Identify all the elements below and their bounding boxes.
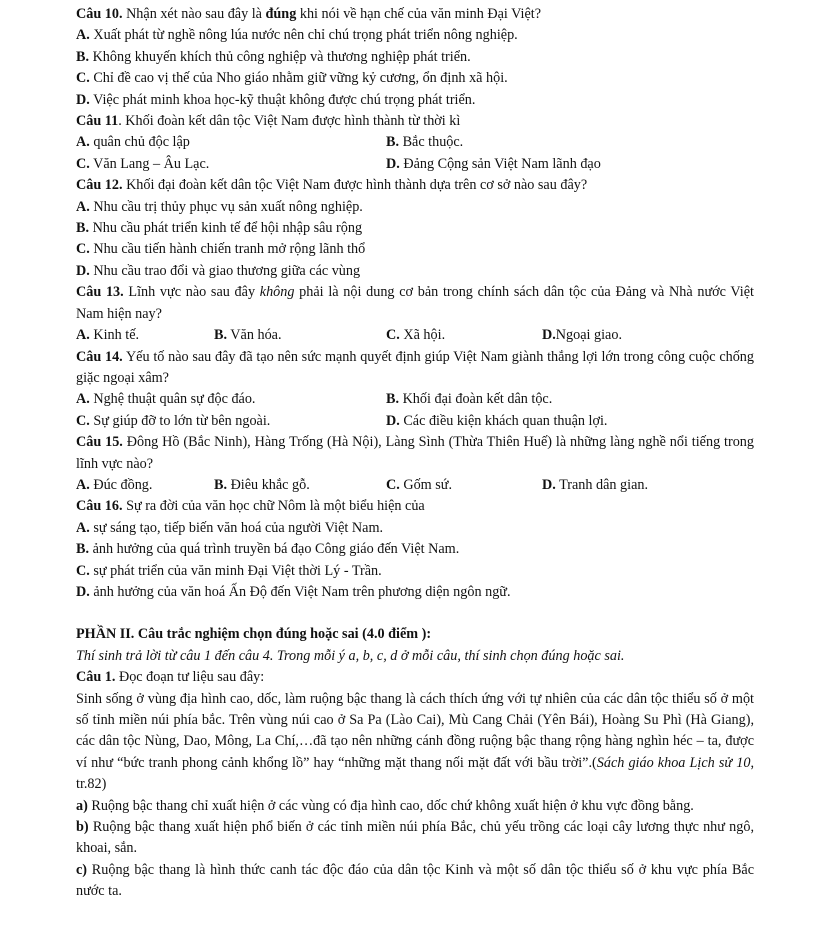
question-11-option-a[interactable]: A. quân chủ độc lập xyxy=(76,134,190,151)
section-spacer xyxy=(76,603,754,624)
question-11-stem: Câu 11. Khối đoàn kết dân tộc Việt Nam được hình thành từ thời kì xyxy=(76,113,461,130)
statement-c[interactable]: c) Ruộng bậc thang là hình thức canh tác độc đáo của dân tộc Kinh và một số dân tộc thiểu số ở khu vực phía Bắc nước ta. xyxy=(76,861,754,900)
statement-a[interactable]: a) Ruộng bậc thang chỉ xuất hiện ở các vùng có địa hình cao, dốc chứ không xuất hiện ở khu vực đồng bằng. xyxy=(76,797,694,814)
question-13-option-a[interactable]: A. Kinh tế. xyxy=(76,327,140,344)
question-11-options-row-2 xyxy=(76,154,754,175)
question-14-stem: Câu 14. Yếu tố nào sau đây đã tạo nên sức mạnh quyết định giúp Việt Nam giành thắng lợi lớn trong công cuộc chống giặc ngoại xâm? xyxy=(76,348,754,386)
statement-b[interactable]: b) Ruộng bậc thang xuất hiện phổ biến ở các tỉnh miền núi phía Bắc, chủ yếu trồng các loại cây lương thực như ngô, khoai, sắn. xyxy=(76,819,754,857)
question-15-option-a[interactable]: A. Đúc đồng. xyxy=(76,476,153,493)
question-13-option-d[interactable]: D.Ngoại giao. xyxy=(542,327,622,344)
question-12-option-b[interactable]: B. Nhu cầu phát triển kinh tế để hội nhập sâu rộng xyxy=(76,220,363,237)
question-15-option-c[interactable]: C. Gốm sứ. xyxy=(386,476,453,493)
question-15-options xyxy=(76,475,754,496)
source-citation: Sách giáo khoa Lịch sử 10 xyxy=(596,754,751,771)
question-10-option-c[interactable]: C. Chỉ đề cao vị thế của Nho giáo nhằm giữ vững kỷ cương, ổn định xã hội. xyxy=(76,70,508,87)
question-10-option-b[interactable]: B. Không khuyến khích thủ công nghiệp và thương nghiệp phát triển. xyxy=(76,48,471,65)
question-label: Câu 12. xyxy=(76,177,123,194)
question-15-stem: Câu 15. Đông Hồ (Bắc Ninh), Hàng Trống (Hà Nội), Làng Sình (Thừa Thiên Huế) là những làng nghề nổi tiếng trong lĩnh vực nào? xyxy=(76,434,754,472)
question-label: Câu 15. xyxy=(76,434,123,451)
question-13-options xyxy=(76,325,754,346)
question-13-stem: Câu 13. Lĩnh vực nào sau đây không phải là nội dung cơ bản trong chính sách dân tộc của Đảng và Nhà nước Việt Nam hiện nay? xyxy=(76,284,754,322)
question-label: Câu 13. xyxy=(76,284,124,301)
source-passage: Sinh sống ở vùng địa hình cao, dốc, làm ruộng bậc thang là cách thích ứng với tự nhiên của các dân tộc thiểu số ở một số tỉnh miền núi phía bắc. Trên vùng núi cao ở Sa Pa (Lào Cai), Mù Cang Chải (Yên Bái), Hoàng Su Phì (Hà Giang), các dân tộc Nùng, Dao, Mông, La Chí,…đã tạo nên những cánh đồng ruộng bậc thang rộng hàng nghìn héc – ta, được ví như “bức tranh phong cảnh khổng lồ” hay “những mặt thang nối mặt đất với bầu trời”.(Sách giáo khoa Lịch sử 10, tr.82) xyxy=(76,690,754,793)
question-label: Câu 16. xyxy=(76,498,123,515)
question-13-option-c[interactable]: C. Xã hội. xyxy=(386,327,446,344)
question-16-stem: Câu 16. Sự ra đời của văn học chữ Nôm là một biểu hiện của xyxy=(76,498,425,515)
question-11-option-c[interactable]: C. Văn Lang – Âu Lạc. xyxy=(76,155,210,172)
question-11-option-b[interactable]: B. Bắc thuộc. xyxy=(386,134,464,151)
question-label: Câu 10. xyxy=(76,6,123,22)
question-12-option-d[interactable]: D. Nhu cầu trao đổi và giao thương giữa các vùng xyxy=(76,262,361,279)
question-10-stem: Câu 10. Nhận xét nào sau đây là đúng khi nói về hạn chế của văn minh Đại Việt? xyxy=(76,6,542,22)
question-14-option-c[interactable]: C. Sự giúp đỡ to lớn từ bên ngoài. xyxy=(76,412,271,429)
question-13-option-b[interactable]: B. Văn hóa. xyxy=(214,327,282,344)
question-12-option-c[interactable]: C. Nhu cầu tiến hành chiến tranh mở rộng lãnh thổ xyxy=(76,241,366,258)
question-15-option-d[interactable]: D. Tranh dân gian. xyxy=(542,476,649,493)
question-12-stem: Câu 12. Khối đại đoàn kết dân tộc Việt Nam được hình thành dựa trên cơ sở nào sau đây? xyxy=(76,177,588,194)
question-14-options-row-2 xyxy=(76,411,754,432)
part-2-question-1-stem: Câu 1. Đọc đoạn tư liệu sau đây: xyxy=(76,669,265,686)
question-14-options-row-1 xyxy=(76,389,754,410)
question-16-option-d[interactable]: D. ảnh hưởng của văn hoá Ấn Độ đến Việt Nam trên phương diện ngôn ngữ. xyxy=(76,583,511,600)
question-15-option-b[interactable]: B. Điêu khắc gỗ. xyxy=(214,476,310,493)
question-label: Câu 11 xyxy=(76,113,119,130)
question-16-option-a[interactable]: A. sự sáng tạo, tiếp biến văn hoá của người Việt Nam. xyxy=(76,519,384,536)
question-label: Câu 14. xyxy=(76,348,123,365)
part-2-heading: PHẦN II. Câu trắc nghiệm chọn đúng hoặc sai (4.0 điểm ): xyxy=(76,626,432,643)
question-12-option-a[interactable]: A. Nhu cầu trị thủy phục vụ sản xuất nông nghiệp. xyxy=(76,198,363,215)
question-11-options-row-1 xyxy=(76,132,754,153)
question-14-option-d[interactable]: D. Các điều kiện khách quan thuận lợi. xyxy=(386,412,608,429)
question-14-option-a[interactable]: A. Nghệ thuật quân sự độc đáo. xyxy=(76,391,256,408)
question-label: Câu 1. xyxy=(76,669,116,686)
question-16-option-c[interactable]: C. sự phát triển của văn minh Đại Việt thời Lý - Trần. xyxy=(76,562,382,579)
question-10-option-a[interactable]: A. Xuất phát từ nghề nông lúa nước nên chỉ chú trọng phát triển nông nghiệp. xyxy=(76,27,518,44)
question-11-option-d[interactable]: D. Đảng Cộng sản Việt Nam lãnh đạo xyxy=(386,155,601,172)
part-2-instruction: Thí sinh trả lời từ câu 1 đến câu 4. Trong mỗi ý a, b, c, d ở mỗi câu, thí sinh chọn đúng hoặc sai. xyxy=(76,647,625,664)
question-10-option-d[interactable]: D. Việc phát minh khoa học-kỹ thuật không được chú trọng phát triển. xyxy=(76,91,476,108)
question-16-option-b[interactable]: B. ảnh hưởng của quá trình truyền bá đạo Công giáo đến Việt Nam. xyxy=(76,541,460,558)
question-14-option-b[interactable]: B. Khối đại đoàn kết dân tộc. xyxy=(386,391,553,408)
